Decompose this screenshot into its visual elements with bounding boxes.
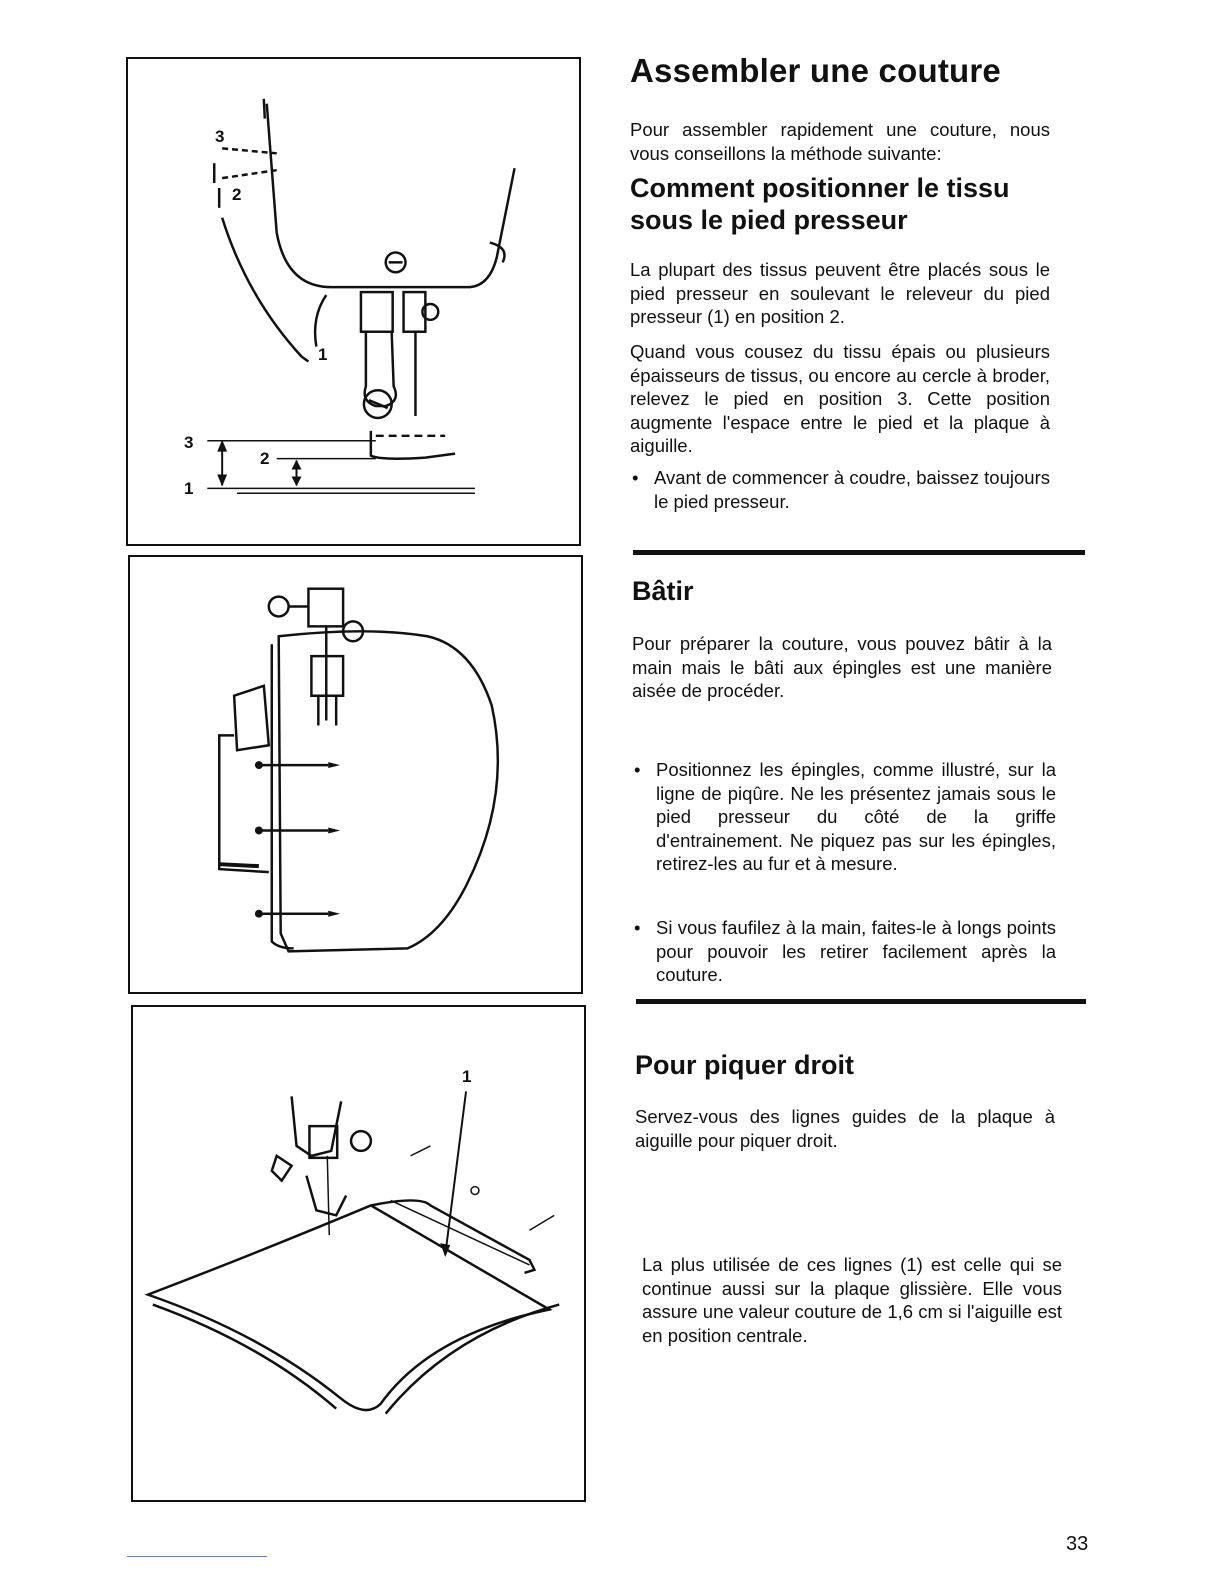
subtitle-line-1: Comment positionner le tissu: [630, 173, 1010, 203]
piquer-para-2: La plus utilisée de ces lignes (1) est celle qui se continue aussi sur la plaque glissière. Elle vous assure une valeur couture de 1,6 cm si l'aiguille est en position centrale.: [642, 1254, 1062, 1346]
section-divider-2: [636, 999, 1086, 1004]
fig1-label-lever-2: 2: [232, 185, 242, 204]
figure-pin-basting: [128, 555, 583, 994]
title-batir: Bâtir: [632, 576, 694, 606]
bottom-margin-line: [127, 1556, 267, 1557]
figure-presser-foot-positions: [126, 57, 581, 546]
batir-para-1: Pour préparer la couture, vous pouvez bâtir à la main mais le bâti aux épingles est une manière aisée de procéder.: [632, 633, 1052, 701]
batir-bullet-2-text: Si vous faufilez à la main, faites-le à longs points pour pouvoir les retirer facilement après la couture.: [656, 917, 1056, 985]
assembler-bullet-1-text: Avant de commencer à coudre, baissez toujours le pied presseur.: [654, 467, 1050, 512]
bullet-symbol: •: [634, 917, 641, 938]
title-assembler-une-couture: Assembler une couture: [630, 52, 1001, 89]
page-number: 33: [1066, 1533, 1089, 1555]
presser-foot-illustration: [128, 59, 579, 544]
batir-bullet-2: [632, 916, 1056, 987]
assembler-bullet-1: [630, 466, 1050, 513]
pin-basting-illustration: [130, 557, 581, 992]
piquer-para-1: Servez-vous des lignes guides de la plaque à aiguille pour piquer droit.: [635, 1106, 1055, 1151]
fig1-label-lever-1: 1: [318, 345, 328, 364]
bullet-symbol: •: [632, 467, 639, 488]
title-pour-piquer-droit: Pour piquer droit: [635, 1050, 854, 1080]
fig1-label-height-1: 1: [184, 479, 194, 498]
fig1-label-height-2: 2: [260, 449, 270, 468]
fig1-label-height-3: 3: [184, 433, 194, 452]
subtitle-positionner-tissu: [630, 172, 1010, 236]
fig1-label-lever-3: 3: [215, 127, 225, 146]
subtitle-line-2: sous le pied presseur: [630, 205, 908, 235]
stitch-straight-illustration: [133, 1007, 584, 1500]
assembler-para-1: La plupart des tissus peuvent être placés sous le pied presseur en soulevant le releveur du pied presseur (1) en position 2.: [630, 259, 1050, 327]
fig3-label-guide-line-1: 1: [462, 1067, 472, 1086]
bullet-symbol: •: [634, 759, 641, 780]
assembler-para-2: Quand vous cousez du tissu épais ou plusieurs épaisseurs de tissus, ou encore au cercle à broder, relevez le pied en position 3. Cette position augmente l'espace entre le pied et la plaque à aiguille.: [630, 341, 1050, 456]
assembler-intro: Pour assembler rapidement une couture, nous vous conseillons la méthode suivante:: [630, 119, 1050, 164]
figure-stitch-straight: [131, 1005, 586, 1502]
section-divider-1: [633, 550, 1085, 555]
batir-bullet-1-text: Positionnez les épingles, comme illustré, sur la ligne de piqûre. Ne les présentez jamais sous le pied presseur du côté de la griffe d'entrainement. Ne piquez pas sur les épingles, retirez-les au fur et à mesure.: [656, 759, 1056, 874]
batir-bullet-1: [632, 758, 1056, 876]
